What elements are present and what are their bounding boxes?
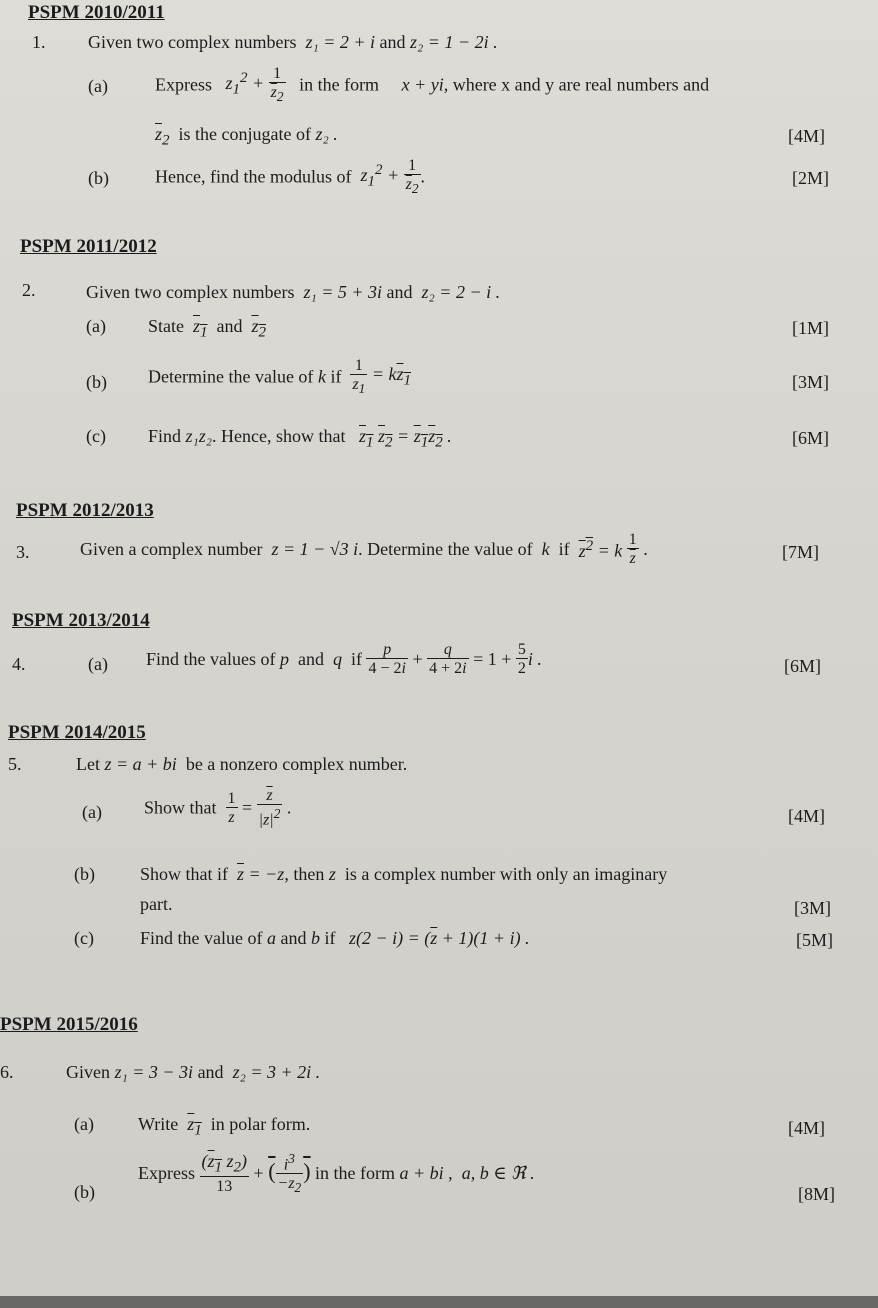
marks-label: [4M] — [788, 1118, 825, 1138]
part-label: (c) — [74, 928, 94, 948]
question-number: 6. — [0, 1062, 14, 1082]
question-text: Find the values of p and q if $\frac{p}{4 - 2i}$ + $\frac{q}{4 + 2i}$ = 1 + $\frac{5}{2}$ i . — [146, 641, 542, 677]
part-text: Find the value of a and b if $z(2 - i) = (\overline{z} + 1)(1 + i)$ . — [140, 928, 530, 948]
question-number: 1. — [32, 32, 46, 52]
part-text: Determine the value of k if $\frac{1}{z_1}$ = $kz_1$ — [148, 357, 411, 397]
part-text: State $z_1$ and $z_2$ — [148, 316, 267, 341]
part-label: (b) — [74, 864, 95, 884]
marks-label: [4M] — [788, 126, 825, 146]
question-text: Given a complex number z = 1 − √3 i. Determine the value of k if $z^2 = k$ $\frac{1}{z}$ . — [80, 531, 648, 567]
part-label: (b) — [86, 372, 107, 392]
part-label: (b) — [74, 1182, 95, 1202]
part-label: (b) — [88, 168, 109, 188]
part-text: Hence, find the modulus of $z_1^2$ + $\frac{1}{\overline{z}_2}$ . — [155, 157, 426, 197]
part-text: Show that if $\overline{z} = -z$, then z is a complex number with only an imaginary — [140, 864, 668, 884]
section-header: PSPM 2012/2013 — [16, 500, 154, 521]
section-header: PSPM 2014/2015 — [8, 722, 146, 743]
question-number: 4. — [12, 654, 26, 674]
question-number: 5. — [8, 754, 22, 774]
marks-label: [8M] — [798, 1184, 835, 1204]
part-text: $\overline{z}_2$ is the conjugate of z₂ . — [155, 124, 338, 149]
question-number: 2. — [22, 280, 36, 300]
part-label: (a) — [88, 654, 108, 674]
question-text: Given z₁ = 3 − 3i and z₂ = 3 + 2i . — [66, 1062, 321, 1082]
marks-label: [2M] — [792, 168, 829, 188]
question-text: Given two complex numbers z₁ = 2 + i and z₂ = 1 − 2i . — [88, 32, 498, 52]
section-header: PSPM 2015/2016 — [0, 1014, 138, 1035]
part-label: (c) — [86, 426, 106, 446]
part-text: Express $z_1^2$ + $\frac{1}{\overline{z}_2}$ in the form x + yi, where x and y are real numbers and — [155, 65, 710, 105]
question-text: Let z = a + bi be a nonzero complex number. — [76, 754, 408, 774]
part-text: Express $\frac{(z_1 z_2)}{13}$ + ( $\frac{i^3}{-z_2}$ ) in the form a + bi , a, b ∈ ℜ . — [138, 1151, 535, 1196]
part-label: (a) — [86, 316, 106, 336]
part-text: part. — [140, 894, 173, 914]
marks-label: [4M] — [788, 806, 825, 826]
question-text: Given two complex numbers z₁ = 5 + 3i and z₂ = 2 − i . — [86, 282, 501, 302]
part-text: Write $z_1$ in polar form. — [138, 1114, 311, 1139]
part-label: (a) — [88, 76, 108, 96]
page-bottom-edge — [0, 1296, 878, 1308]
part-text: Show that $\frac{1}{z}$ = $\frac{\overline{z}}{|z|^2}$ . — [144, 787, 292, 829]
part-text: Find z₁z₂. Hence, show that $z_1$ $z_2 = z_1z_2$ . — [148, 426, 452, 451]
marks-label: [3M] — [794, 898, 831, 918]
marks-label: [3M] — [792, 372, 829, 392]
part-label: (a) — [82, 802, 102, 822]
marks-label: [6M] — [792, 428, 829, 448]
marks-label: [7M] — [782, 542, 819, 562]
section-header: PSPM 2010/2011 — [28, 2, 165, 23]
question-number: 3. — [16, 542, 30, 562]
section-header: PSPM 2013/2014 — [12, 610, 150, 631]
marks-label: [5M] — [796, 930, 833, 950]
section-header: PSPM 2011/2012 — [20, 236, 157, 257]
marks-label: [1M] — [792, 318, 829, 338]
part-label: (a) — [74, 1114, 94, 1134]
marks-label: [6M] — [784, 656, 821, 676]
